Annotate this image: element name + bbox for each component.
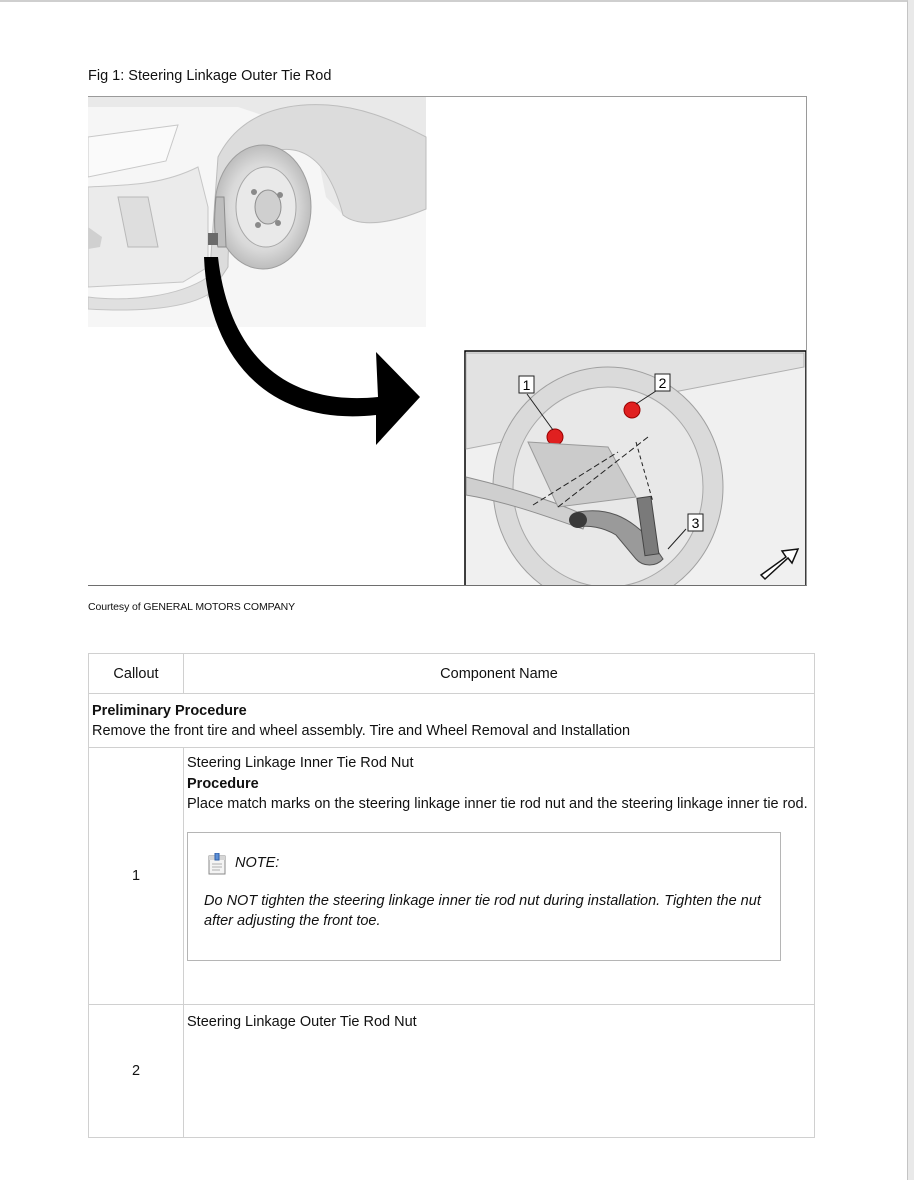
note-icon (208, 853, 226, 875)
callout-column-header: Callout (89, 654, 184, 694)
component-name: Steering Linkage Inner Tie Rod Nut (187, 755, 414, 771)
figure-illustration (88, 96, 807, 586)
component-table (88, 653, 815, 1138)
table-header-row (89, 654, 815, 694)
note-text: Do NOT tighten the steering linkage inner tie rod nut during installation. Tighten the nut after adjusting the front toe. (204, 892, 761, 929)
preliminary-row (89, 694, 815, 748)
procedure-text: Place match marks on the steering linkage inner tie rod nut and the steering linkage inner tie rod. (187, 796, 808, 812)
note-box (187, 832, 781, 961)
table-row (89, 748, 815, 1005)
callout-label-3: 3 (691, 515, 700, 531)
table-row (89, 1005, 815, 1138)
callout-number: 1 (89, 748, 184, 1005)
callout-label-1: 1 (522, 377, 531, 393)
preliminary-text: Remove the front tire and wheel assembly. Tire and Wheel Removal and Installation (92, 723, 631, 739)
component-column-header: Component Name (184, 654, 815, 694)
steering-linkage-illustration (88, 97, 807, 586)
component-name: Steering Linkage Outer Tie Rod Nut (187, 1014, 417, 1030)
note-label: NOTE: (235, 855, 280, 872)
procedure-label: Procedure (187, 775, 259, 792)
callout-label-2: 2 (658, 375, 667, 391)
figure-caption: Fig 1: Steering Linkage Outer Tie Rod (88, 68, 332, 84)
figure-credit: Courtesy of GENERAL MOTORS COMPANY (88, 601, 296, 613)
callout-number: 2 (89, 1005, 184, 1138)
preliminary-title: Preliminary Procedure (92, 703, 247, 719)
